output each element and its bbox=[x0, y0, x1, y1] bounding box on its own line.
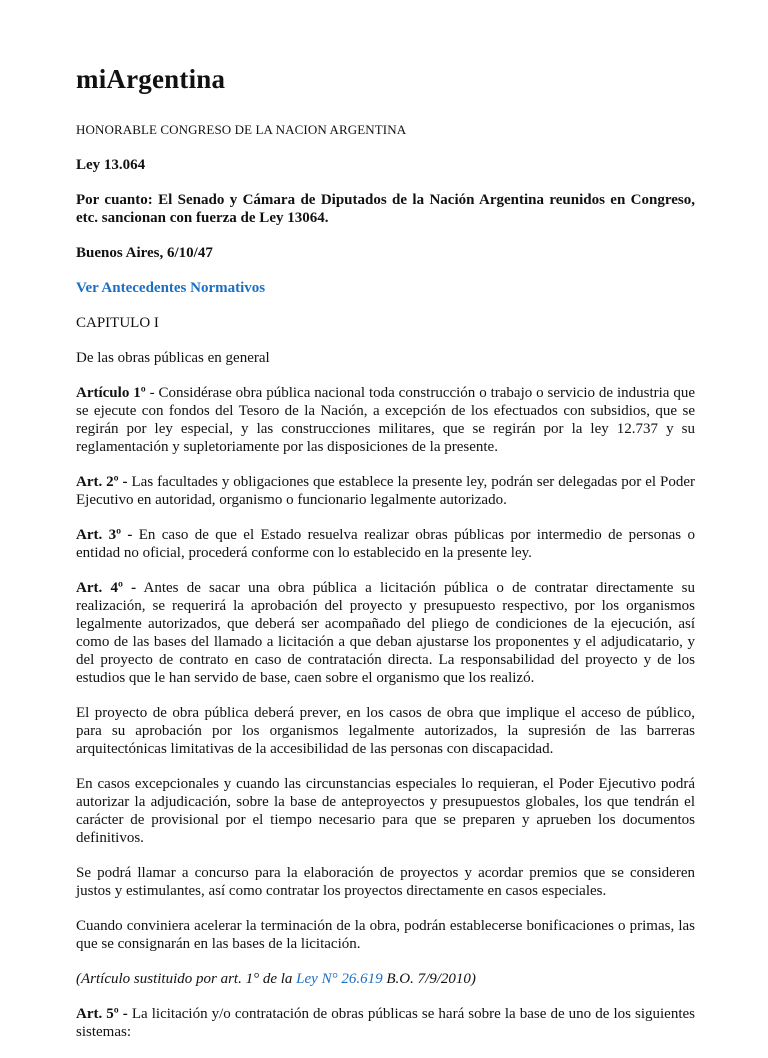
article-1-text: - Considérase obra pública nacional toda construcción o trabajo o servicio de industria que se ejecute con fondos del Tesoro de la Nación, a excepción de los efectuados con subsidios, que se regirán por ley especial, y las construcciones militares, que se regirán por la ley 12.737 y su reglamentación y supletoriamente por las disposiciones de la presente. bbox=[76, 385, 695, 455]
article-2 bbox=[76, 473, 695, 509]
ley-26619-link[interactable]: Ley N° 26.619 bbox=[296, 971, 383, 987]
law-number: Ley 13.064 bbox=[76, 157, 146, 173]
article-4 bbox=[76, 579, 695, 687]
article-5-text: La licitación y/o contratación de obras públicas se hará sobre la base de uno de los siguientes sistemas: bbox=[76, 1006, 695, 1040]
article-3 bbox=[76, 526, 695, 562]
chapter-subtitle: De las obras públicas en general bbox=[76, 350, 270, 366]
article-3-label: Art. 3º - bbox=[76, 527, 133, 543]
note-prefix: (Artículo sustituido por art. 1° de la bbox=[76, 971, 297, 987]
por-cuanto: Por cuanto: El Senado y Cámara de Diputados de la Nación Argentina reunidos en Congreso, etc. sancionan con fuerza de Ley 13064. bbox=[76, 192, 695, 226]
antecedentes-link[interactable]: Ver Antecedentes Normativos bbox=[76, 280, 266, 296]
article-1 bbox=[76, 384, 695, 456]
article-2-label: Art. 2º - bbox=[76, 474, 128, 490]
article-4-note bbox=[76, 970, 695, 988]
article-3-text: En caso de que el Estado resuelva realizar obras públicas por intermedio de personas o entidad no oficial, procederá conforme con lo establecido en la presente ley. bbox=[76, 527, 695, 561]
note-suffix: B.O. 7/9/2010) bbox=[382, 971, 476, 987]
article-4-label: Art. 4º - bbox=[76, 580, 137, 596]
article-2-text: Las facultades y obligaciones que establece la presente ley, podrán ser delegadas por el Poder Ejecutivo en autoridad, organismo o funcionario legalmente autorizado. bbox=[76, 474, 695, 508]
site-title: miArgentina bbox=[76, 64, 226, 94]
article-5 bbox=[76, 1005, 695, 1041]
article-4-paragraph-3: En casos excepcionales y cuando las circunstancias especiales lo requieran, el Poder Ejecutivo podrá autorizar la adjudicación, sobre la base de anteproyectos y presupuestos globales, los que tendrán el carácter de provisional por el tiempo necesario para que se preparen y aprueben los documentos definitivos. bbox=[76, 776, 695, 846]
article-5-label: Art. 5º - bbox=[76, 1006, 128, 1022]
article-4-paragraph-5: Cuando conviniera acelerar la terminación de la obra, podrán establecerse bonificaciones o primas, las que se consignarán en las bases de la licitación. bbox=[76, 918, 695, 952]
article-1-label: Artículo 1º bbox=[76, 385, 146, 401]
article-4-paragraph-2: El proyecto de obra pública deberá prever, en los casos de obra que implique el acceso de público, para su aprobación por los organismos legalmente autorizados, la supresión de las barreras arquitectónicas limitativas de la accesibilidad de las personas con discapacidad. bbox=[76, 705, 695, 757]
institution-header: HONORABLE CONGRESO DE LA NACION ARGENTINA bbox=[76, 122, 407, 137]
article-4-paragraph-4: Se podrá llamar a concurso para la elaboración de proyectos y acordar premios que se consideren justos y estimulantes, así como contratar los proyectos directamente en casos especiales. bbox=[76, 865, 695, 899]
place-date: Buenos Aires, 6/10/47 bbox=[76, 245, 213, 261]
article-4-text: Antes de sacar una obra pública a licitación pública o de contratar directamente su realización, se requerirá la aprobación del proyecto y presupuesto respectivo, por los organismos legalmente autorizados, que deberá ser acompañado del pliego de condiciones de la ejecución, así como de las bases del llamado a licitación a que deban ajustarse los proponentes y el adjudicatario, y del proyecto de contrato en caso de contratación directa. La responsabilidad del proyecto y de los estudios que le han servido de base, caen sobre el organismo que los realizó. bbox=[76, 580, 695, 686]
chapter-title: CAPITULO I bbox=[76, 315, 159, 331]
law-content bbox=[76, 121, 695, 1058]
